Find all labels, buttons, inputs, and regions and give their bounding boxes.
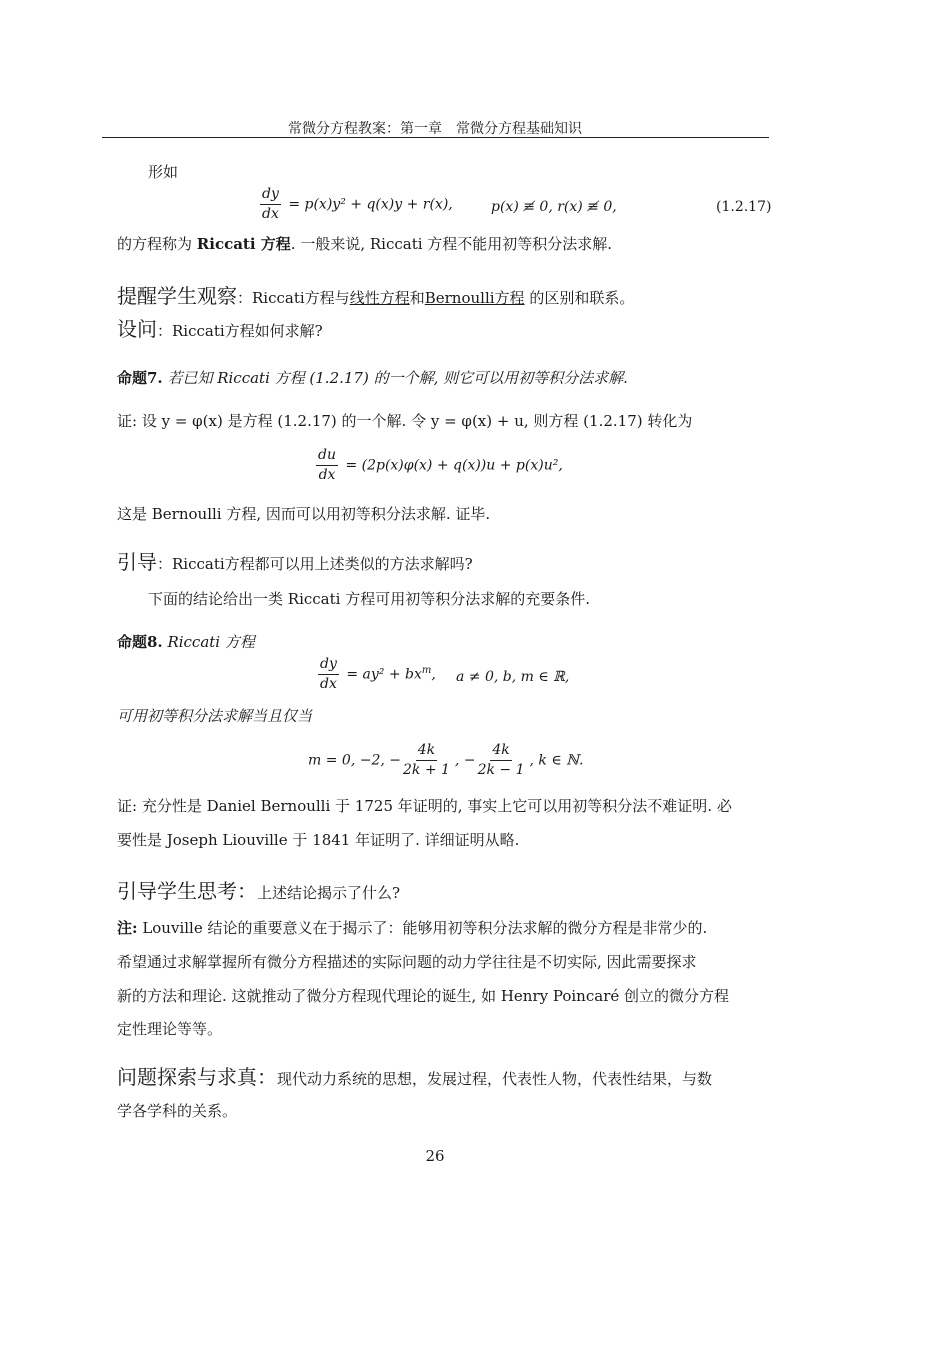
explore-line-2: 学各学科的关系。 [117, 1102, 238, 1120]
definition-post: . 一般来说, Riccati 方程不能用初等积分法求解. [290, 235, 613, 253]
proposition-8 [117, 632, 255, 652]
page-number: 26 [425, 1147, 445, 1165]
fraction-4k-over-2k-minus-1 [476, 742, 527, 779]
think-label: 引导学生思考： [117, 879, 257, 903]
equation-riccati [260, 186, 453, 223]
definition-term: Riccati 方程 [196, 235, 291, 253]
riccati-definition [117, 234, 612, 254]
equation-bernoulli-form [316, 447, 563, 484]
note-line-1 [117, 918, 707, 938]
note-line-2: 希望通过求解掌握所有微分方程描述的实际问题的动力学往往是不切实际, 因此需要探求 [117, 953, 697, 971]
m-values-mid: , − [454, 752, 476, 769]
fraction-dy-dx [260, 186, 281, 223]
link-linear-equation[interactable]: 线性方程 [349, 289, 410, 307]
fraction-denominator: 2k + 1 [402, 762, 450, 778]
fraction-4k-over-2k-plus-1 [401, 742, 452, 779]
remind-label: 提醒学生观察 [117, 284, 237, 308]
note-label: 注: [117, 919, 138, 937]
question-paragraph [117, 316, 323, 344]
bernoulli-conclusion: 这是 Bernoulli 方程, 因而可以用初等积分法求解. 证毕. [117, 505, 491, 523]
fraction-denominator: 2k − 1 [477, 762, 525, 778]
fraction-dy-dx [318, 656, 339, 693]
equation-tail: , [431, 666, 436, 683]
think-paragraph [117, 878, 400, 906]
equation-exponent: m [421, 664, 432, 676]
equation-number: (1.2.17) [716, 199, 772, 215]
m-values-tail: , k ∈ ℕ. [529, 752, 584, 769]
equation-rhs: = (2p(x)φ(x) + q(x))u + p(x)u², [345, 457, 563, 474]
guide-text: ：Riccati方程都可以用上述类似的方法求解吗? [157, 555, 473, 573]
explore-text-1: 现代动力系统的思想，发展过程，代表性人物，代表性结果，与数 [277, 1070, 713, 1088]
proposition-7-text: 若已知 Riccati 方程 (1.2.17) 的一个解, 则它可以用初等积分法求解. [162, 369, 628, 387]
remind-paragraph [117, 283, 634, 311]
remind-sep: ： [237, 289, 253, 307]
question-label: 设问 [117, 317, 157, 341]
note-text-1: Louville 结论的重要意义在于揭示了：能够用初等积分法求解的微分方程是非常少的. [137, 919, 708, 937]
proof-8-line-1: 证: 充分性是 Daniel Bernoulli 于 1725 年证明的, 事实上它可以用初等积分法不难证明. 必 [117, 797, 732, 815]
fraction-numerator: dy [260, 186, 281, 205]
m-values-lead: m = 0, −2, − [308, 752, 401, 769]
intro-lead: 形如 [148, 163, 179, 181]
equation-parameter-condition: a ≠ 0, b, m ∈ ℝ, [456, 669, 570, 685]
proof-8-line-2: 要性是 Joseph Liouville 于 1841 年证明了. 详细证明从略. [117, 831, 520, 849]
header-rule [102, 137, 769, 138]
equation-rhs: = ay² + bx [346, 666, 422, 683]
fraction-numerator: 4k [490, 742, 511, 761]
fraction-denominator: dx [262, 206, 279, 222]
fraction-numerator: du [316, 447, 338, 466]
remind-and: 和 [409, 289, 425, 307]
fraction-denominator: dx [320, 676, 337, 692]
note-line-4: 定性理论等等。 [117, 1020, 223, 1038]
proposition-8-label: 命题8. [117, 633, 163, 651]
fraction-numerator: dy [318, 656, 339, 675]
equation-special-riccati [318, 656, 436, 693]
running-header: 常微分方程教案：第一章 常微分方程基础知识 [288, 121, 582, 137]
explore-paragraph [117, 1064, 712, 1092]
proposition-7 [117, 368, 628, 388]
guide-label: 引导 [117, 550, 157, 574]
iff-statement: 可用初等积分法求解当且仅当 [117, 707, 313, 725]
proposition-8-text: Riccati 方程 [162, 633, 255, 651]
think-text: 上述结论揭示了什么? [257, 884, 401, 902]
fraction-du-dx [316, 447, 338, 484]
fraction-denominator: dx [318, 467, 336, 483]
equation-condition: p(x) ≢ 0, r(x) ≢ 0, [491, 199, 617, 215]
below-statement: 下面的结论给出一类 Riccati 方程可用初等积分法求解的充要条件. [148, 590, 590, 608]
proof-7-line: 证: 设 y = φ(x) 是方程 (1.2.17) 的一个解. 令 y = φ(x) + u, 则方程 (1.2.17) 转化为 [117, 412, 693, 430]
proposition-7-label: 命题7. [117, 369, 163, 387]
definition-pre: 的方程称为 [117, 235, 197, 253]
fraction-numerator: 4k [416, 742, 437, 761]
link-bernoulli-equation[interactable]: Bernoulli方程 [424, 289, 525, 307]
remind-post: 的区别和联系。 [524, 289, 635, 307]
equation-rhs: = p(x)y² + q(x)y + r(x), [288, 196, 453, 213]
remind-pre: Riccati方程与 [252, 289, 350, 307]
guide-paragraph [117, 549, 473, 577]
note-line-3: 新的方法和理论. 这就推动了微分方程现代理论的诞生, 如 Henry Poincaré 创立的微分方程 [117, 987, 730, 1005]
equation-m-values [308, 742, 583, 779]
explore-label: 问题探索与求真： [117, 1065, 277, 1089]
question-text: ：Riccati方程如何求解? [157, 322, 323, 340]
